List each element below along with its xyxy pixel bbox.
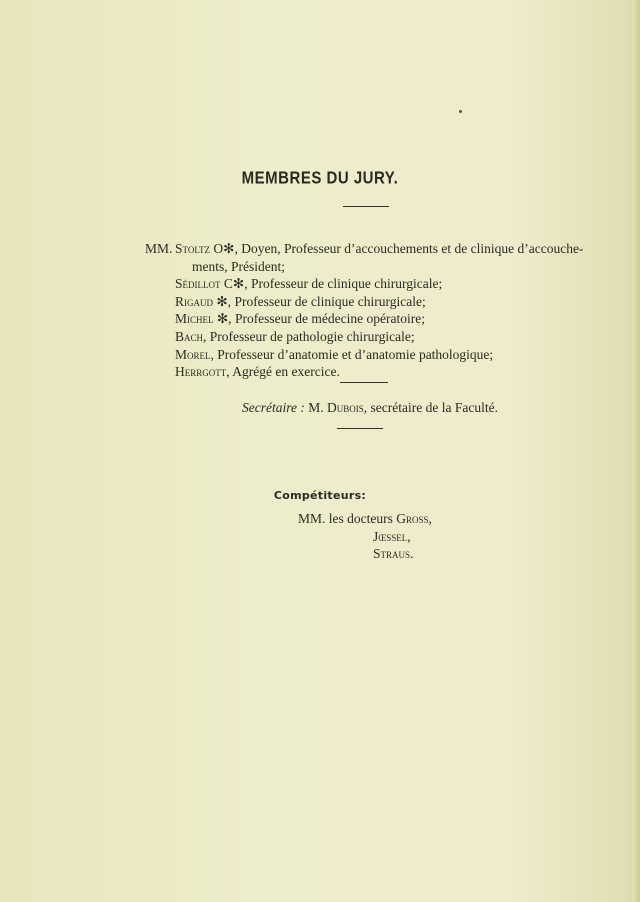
jury-member bbox=[145, 346, 583, 364]
member-title: Professeur d’anatomie et d’anatomie pathologique; bbox=[217, 346, 494, 362]
member-title: Professeur de clinique chirurgicale; bbox=[234, 293, 426, 309]
member-name: Stoltz bbox=[175, 241, 211, 256]
member-name: Bach bbox=[175, 328, 204, 344]
member-honor: , bbox=[226, 364, 233, 380]
secretary-label: Secrétaire : bbox=[242, 400, 305, 415]
member-title: ments, Président; bbox=[192, 258, 285, 274]
competitor-separator: , bbox=[428, 511, 432, 526]
competitor-line bbox=[298, 528, 432, 546]
competitor-separator: , bbox=[407, 528, 411, 544]
member-honor: , bbox=[210, 346, 218, 362]
jury-prefix: MM. bbox=[145, 241, 173, 256]
secretary-name: Dubois bbox=[327, 400, 364, 415]
member-honor: O✻, bbox=[210, 241, 242, 256]
jury-member bbox=[145, 275, 583, 293]
member-title: Doyen, Professeur d’accouchements et de clinique d’accouche- bbox=[241, 241, 584, 256]
member-honor: ✻, bbox=[213, 293, 235, 309]
member-name: Michel bbox=[175, 311, 214, 327]
jury-list bbox=[145, 240, 583, 381]
competitor-name: Straus bbox=[373, 546, 411, 561]
jury-member bbox=[145, 293, 583, 311]
title-rule bbox=[343, 206, 389, 207]
jury-member bbox=[145, 328, 583, 346]
jury-member-continuation bbox=[145, 258, 583, 276]
jury-member bbox=[145, 240, 583, 258]
competitors-list bbox=[298, 510, 432, 563]
section-rule bbox=[340, 382, 388, 383]
jury-member bbox=[145, 310, 583, 328]
member-name: Rigaud bbox=[175, 293, 213, 309]
competitor-prefix: MM. les docteurs bbox=[298, 511, 397, 526]
competitor-separator: . bbox=[410, 546, 414, 561]
member-title: Professeur de clinique chirurgicale; bbox=[250, 276, 443, 292]
member-title: Professeur de pathologie chirurgicale; bbox=[209, 328, 415, 344]
member-honor: ✻, bbox=[213, 311, 235, 327]
competitor-name: Gross bbox=[396, 511, 429, 526]
member-name: Herrgott bbox=[175, 364, 227, 380]
competitor-name: Jœssel bbox=[373, 528, 408, 544]
jury-member bbox=[145, 363, 583, 381]
member-honor: , bbox=[203, 328, 210, 344]
competitor-line bbox=[298, 545, 432, 563]
member-title: Professeur de médecine opératoire; bbox=[234, 311, 425, 327]
secretary-prefix: M. bbox=[304, 400, 327, 415]
competitor-line bbox=[298, 510, 432, 528]
secretary-title: , secrétaire de la Faculté. bbox=[363, 400, 498, 415]
member-name: Morel bbox=[175, 346, 211, 362]
ink-speck bbox=[459, 110, 462, 113]
page-title: MEMBRES DU JURY. bbox=[241, 168, 399, 189]
secretary-line bbox=[242, 400, 498, 416]
member-title: Agrégé en exercice. bbox=[232, 364, 340, 380]
member-honor: C✻, bbox=[220, 276, 251, 292]
member-name: Sédillot bbox=[175, 276, 221, 292]
section-rule bbox=[337, 428, 383, 429]
page-edge bbox=[632, 0, 640, 902]
competitors-heading: Compétiteurs: bbox=[273, 489, 367, 502]
